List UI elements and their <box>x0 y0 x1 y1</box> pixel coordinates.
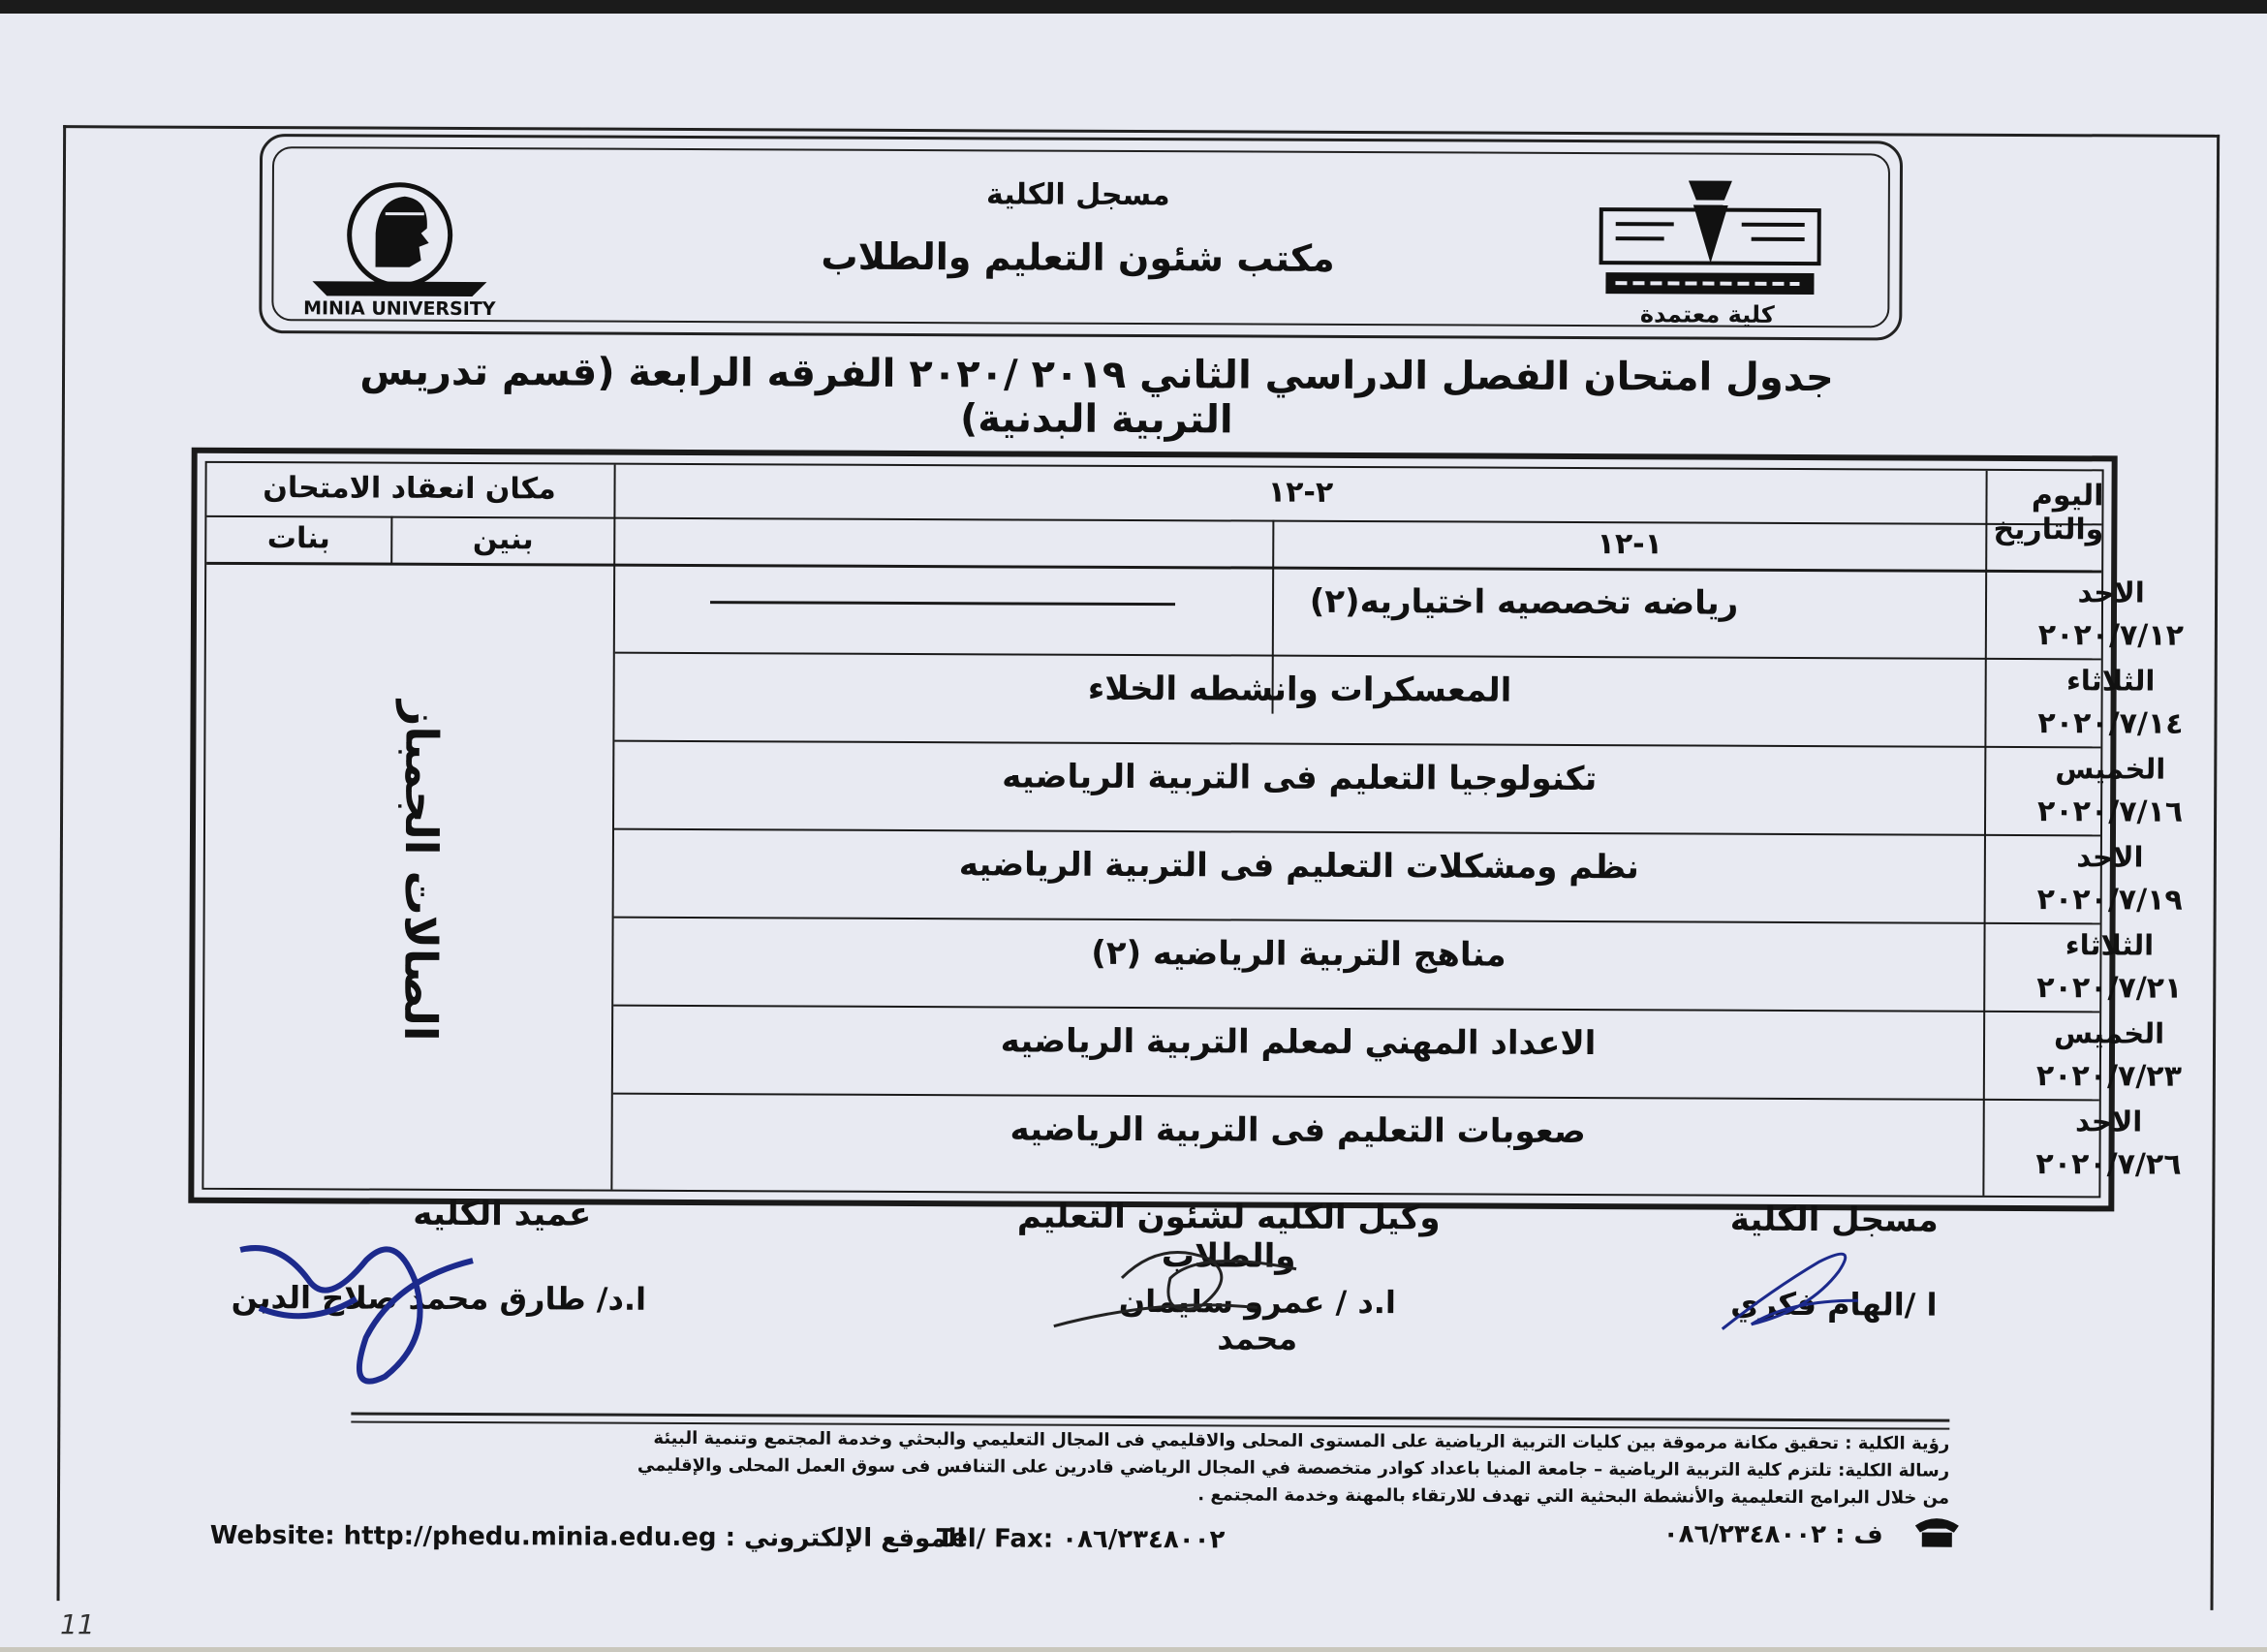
row-3-day: الخميس <box>2055 752 2166 786</box>
row-5-day: الثلاثاء <box>2065 928 2155 962</box>
row-1-day: الاحد <box>2077 576 2145 609</box>
document-page <box>0 14 2267 1647</box>
row-5-subject: مناهج التربية الرياضيه (٢) <box>1091 933 1506 975</box>
registrar-title: مسجل الكلية <box>1729 1200 1939 1240</box>
website-text: Website: http://phedu.minia.edu.eg : الموقع الإلكتروني <box>209 1520 966 1554</box>
row-divider <box>615 652 2101 661</box>
telfax-text: Tel/ Fax: ٠٨٦/٢٣٤٨٠٠٢ <box>936 1524 1226 1555</box>
vice-dean-title: وكيل الكليه لشئون التعليم والطلاب <box>1016 1197 1441 1276</box>
row-7-date: ٢٠٢٠/٧/٢٦ <box>2035 1147 2182 1182</box>
dean-name: ا.د/ طارق محمد صلاح الدين <box>231 1278 647 1318</box>
row-divider <box>614 917 2100 925</box>
row-6-date: ٢٠٢٠/٧/٢٣ <box>2035 1059 2183 1094</box>
header-registrar-label: مسجل الكلية <box>985 177 1170 213</box>
row-4-date: ٢٠٢٠/٧/١٩ <box>2036 883 2183 918</box>
row-divider <box>614 828 2100 837</box>
registrar-name: ا /الهام فكري <box>1730 1285 1938 1324</box>
vision-text: رؤية الكلية : تحقيق مكانة مرموقة بين كليات التربية الرياضية على المستوى المحلى والاقليمي فى المجال التعليمي والبحثي وخدمة المجتمع وتنمية البيئة <box>653 1427 1950 1454</box>
col-group-header: ٢-١٢ <box>1267 475 1334 510</box>
venue-label: الصالات الجمباز <box>394 700 449 1042</box>
row-divider <box>614 740 2100 749</box>
vice-dean-signature <box>1044 1220 1336 1347</box>
row-4-day: الاحد <box>2076 840 2144 874</box>
row-2-day: الثلاثاء <box>2065 664 2156 698</box>
col-subgroup-header: ١-١٢ <box>1597 527 1663 562</box>
col-day-header: اليوم والتاريخ <box>1993 479 2104 547</box>
page-number: 11 <box>60 1608 95 1640</box>
row-3-subject: تكنولوجيا التعليم فى التربية الرياضيه <box>1002 757 1598 799</box>
registrar-signature <box>1713 1232 1887 1340</box>
accredited-caption: كلية معتمدة <box>1639 300 1775 328</box>
col-venue-header: مكان انعقاد الامتحان <box>263 471 556 507</box>
col-boys-header: بنين <box>472 522 534 557</box>
col-girls-header: بنات <box>266 521 330 556</box>
row-7-day: الاحد <box>2075 1105 2143 1138</box>
row-1-date: ٢٠٢٠/٧/١٢ <box>2037 618 2185 653</box>
dean-title: عميد الكليه <box>413 1194 592 1234</box>
mission-text-1: رسالة الكلية: تلتزم كلية التربية الرياضية – جامعة المنيا باعداد كوادر متخصصة في المجال الرياضي قادرين على التنافس فى سوق العمل المحلى والإقليمي <box>637 1454 1950 1481</box>
table-inner-border <box>202 461 2185 1199</box>
mission-text-2: من خلال البرامج التعليمية والأنشطة البحثية التي تهدف للارتقاء بالمهنة وخدمة المجتمع . <box>1197 1484 1950 1509</box>
row-6-subject: الاعداد المهني لمعلم التربية الرياضيه <box>1000 1021 1597 1064</box>
row-1-subject: رياضه تخصصيه اختياريه(٢) <box>1309 581 1739 623</box>
exam-schedule-table <box>188 448 2185 1212</box>
row-divider <box>613 1093 2099 1102</box>
row-divider <box>613 1005 2099 1013</box>
document-title: جدول امتحان الفصل الدراسي الثاني ٢٠١٩ /٢٠٢٠ الفرقه الرابعة (قسم تدريس التربية البدنية) <box>359 349 1834 443</box>
header-office-label: مكتب شئون التعليم والطلاب <box>821 234 1335 280</box>
header-bottom <box>206 562 2101 574</box>
row-5-date: ٢٠٢٠/٧/٢١ <box>2036 971 2183 1006</box>
minia-university-logo <box>293 174 526 321</box>
dean-signature <box>220 1221 492 1396</box>
vice-dean-name: ا.د / عمرو سليمان محمد <box>1118 1282 1397 1357</box>
row-6-day: الخميس <box>2054 1016 2165 1050</box>
venue-col-separator <box>610 465 615 1190</box>
row-3-date: ٢٠٢٠/٧/١٦ <box>2036 795 2184 829</box>
row-4-subject: نظم ومشكلات التعليم فى التربية الرياضيه <box>958 845 1639 888</box>
fax-text: ف : ٠٨٦/٢٣٤٨٠٠٢ <box>1662 1519 1883 1550</box>
row-2-date: ٢٠٢٠/٧/١٤ <box>2037 706 2184 741</box>
minia-logo-text: MINIA UNIVERSITY <box>303 297 496 321</box>
row-7-subject: صعوبات التعليم فى التربية الرياضيه <box>1009 1109 1586 1152</box>
row-1-group2-blank <box>710 601 1175 606</box>
row-2-subject: المعسكرات وانشطه الخلاء <box>1087 669 1512 710</box>
phone-icon <box>1910 1512 1964 1550</box>
